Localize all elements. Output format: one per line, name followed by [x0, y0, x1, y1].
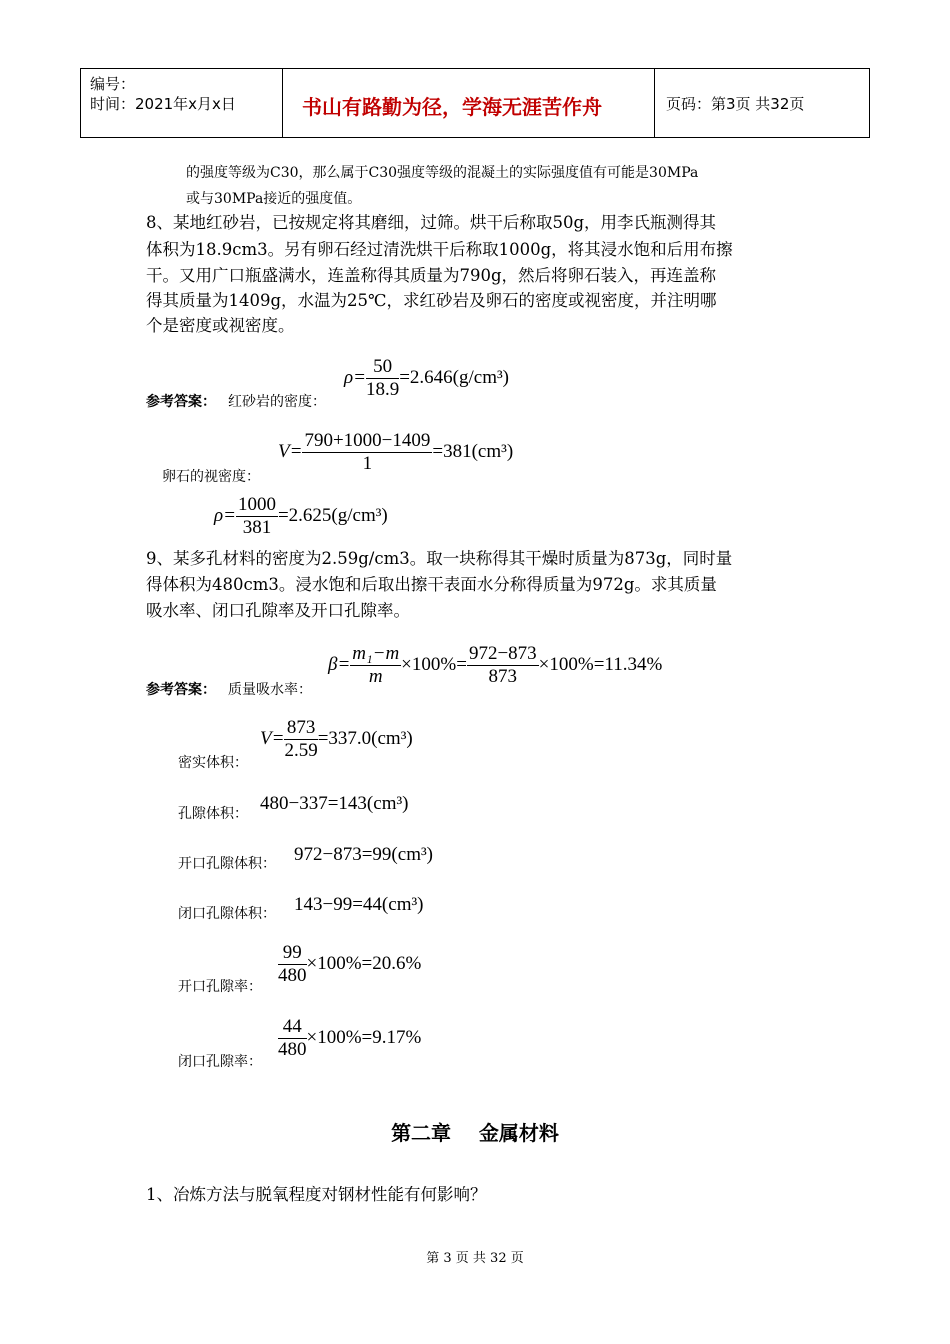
q8-a1-label: 红砂岩的密度：: [228, 394, 326, 410]
q9-b1-den2: 873: [488, 665, 518, 687]
q8-a3-fraction: [236, 494, 278, 539]
page-footer: 第 3 页 共 32 页: [426, 1251, 524, 1266]
header-motto: 书山有路勤为径，学海无涯苦作舟: [302, 95, 602, 119]
q8-a3-formula: [214, 494, 388, 539]
q9-b6-fraction: [278, 942, 307, 987]
q9-line-2: 得体积为480cm3。浸水饱和后取出擦干表面水分称得质量为972g。求其质量: [146, 575, 717, 594]
q8-a1-den: 18.9: [365, 378, 400, 400]
q9-b4-label: 开口孔隙体积：: [178, 856, 276, 872]
q8-a1-rhs: =2.646(g/cm³): [399, 367, 510, 389]
header-divider-1: [282, 69, 283, 137]
q9-b6-rhs: ×100%=20.6%: [306, 953, 422, 975]
chapter-title: 第二章 金属材料: [391, 1121, 559, 1145]
q9-b1-lhs: β=: [328, 654, 351, 676]
header-page-label: 页码：第3页 共32页: [666, 95, 805, 113]
q8-a2-formula: [278, 430, 513, 475]
q9-b3-formula: 480−337=143(cm³): [260, 793, 409, 814]
q8-line-2: 体积为18.9cm3。另有卵石经过清洗烘干后称取1000g，将其浸水饱和后用布擦: [146, 240, 733, 259]
q9-line-1: 9、某多孔材料的密度为2.59g/cm3。取一块称得其干燥时质量为873g，同时量: [146, 549, 733, 568]
q9-b6-formula: [278, 942, 421, 987]
q9-b5-label: 闭口孔隙体积：: [178, 906, 276, 922]
q9-b2-formula: [260, 717, 413, 762]
page-header: [80, 68, 870, 138]
q8-a1-num: 50: [366, 356, 399, 379]
q9-b7-fraction: [278, 1016, 307, 1061]
q8-a1-lhs: ρ=: [344, 367, 366, 389]
q8-a2-num: 790+1000−1409: [304, 430, 431, 451]
q8-a2-label: 卵石的视密度：: [162, 469, 260, 485]
q8-line-5: 个是密度或视密度。: [146, 316, 295, 335]
q8-a3-num: 1000: [237, 494, 276, 515]
ch2-q1: 1、冶炼方法与脱氧程度对钢材性能有何影响？: [146, 1185, 487, 1204]
q8-line-3: 干。又用广口瓶盛满水，连盖称得其质量为790g，然后将卵石装入，再连盖称: [146, 266, 717, 285]
header-border-right: [869, 69, 870, 137]
q9-b6-label: 开口孔隙率：: [178, 979, 262, 995]
q9-b2-lhs: V=: [260, 728, 285, 750]
q8-a1-formula: [344, 356, 509, 401]
q9-b7-num: 44: [278, 1016, 307, 1039]
q9-b1-num1: m₁−m: [352, 643, 400, 664]
q9-b2-fraction: [284, 717, 317, 762]
q9-b2-den: 2.59: [284, 739, 318, 761]
q8-a2-den: 1: [362, 452, 373, 474]
q9-b4-formula: 972−873=99(cm³): [294, 844, 433, 865]
q8-a3-den: 381: [242, 516, 272, 538]
q9-b1-fraction-2: [467, 643, 539, 688]
header-divider-2: [654, 69, 655, 137]
q9-b2-rhs: =337.0(cm³): [317, 728, 413, 750]
q8-a1-fraction: [366, 356, 399, 401]
q8-a2-fraction: [302, 430, 432, 475]
q9-b7-formula: [278, 1016, 421, 1061]
intro-line-2: 或与30MPa接近的强度值。: [186, 191, 362, 207]
q9-b7-rhs: ×100%=9.17%: [306, 1027, 422, 1049]
q9-b6-num: 99: [278, 942, 307, 965]
q8-a3-lhs: ρ=: [214, 505, 236, 527]
q9-b7-den: 480: [278, 1038, 307, 1060]
header-date: 时间：2021年x月x日: [90, 95, 236, 113]
q9-b1-mid: ×100%=: [401, 654, 467, 676]
q9-b1-label: 质量吸水率：: [228, 682, 312, 698]
q8-line-4: 得其质量为1409g，水温为25℃，求红砂岩及卵石的密度或视密度，并注明哪: [146, 291, 717, 310]
q9-b3-label: 孔隙体积：: [178, 806, 248, 822]
q8-answer-label: 参考答案：: [146, 394, 216, 410]
q9-line-3: 吸水率、闭口孔隙率及开口孔隙率。: [146, 601, 410, 620]
q8-a2-lhs: V=: [278, 441, 303, 463]
q8-a3-rhs: =2.625(g/cm³): [277, 505, 388, 527]
q8-a2-rhs: =381(cm³): [432, 441, 514, 463]
q8-line-1: 8、某地红砂岩，已按规定将其磨细，过筛。烘干后称取50g，用李氏瓶测得其: [146, 213, 717, 232]
header-border-left: [80, 69, 81, 137]
q9-b5-formula: 143−99=44(cm³): [294, 894, 424, 915]
header-serial-label: 编号：: [90, 75, 136, 93]
q9-b1-num2: 972−873: [468, 643, 537, 664]
q9-b1-rhs: ×100%=11.34%: [538, 654, 663, 676]
q9-b1-fraction-1: [350, 643, 401, 688]
q9-b1-formula: [328, 643, 662, 688]
q9-b2-num: 873: [284, 717, 317, 740]
q9-b7-label: 闭口孔隙率：: [178, 1054, 262, 1070]
intro-line-1: 的强度等级为C30，那么属于C30强度等级的混凝土的实际强度值有可能是30MPa: [186, 165, 699, 181]
q9-answer-label: 参考答案：: [146, 682, 216, 698]
q9-b6-den: 480: [278, 964, 307, 986]
q9-b1-den1: m: [368, 665, 383, 687]
q9-b2-label: 密实体积：: [178, 755, 248, 771]
